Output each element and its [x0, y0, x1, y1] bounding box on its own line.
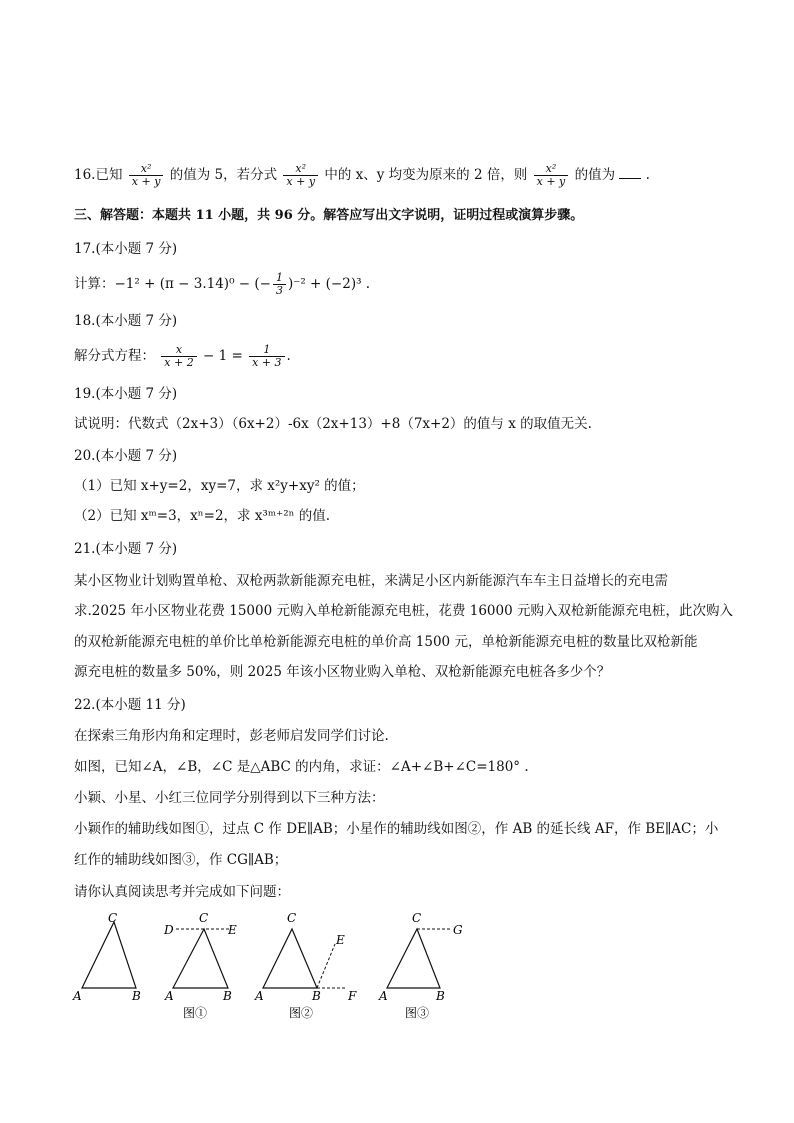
q19-text: 试说明：代数式（2x+3）（6x+2）-6x（2x+13）+8（7x+2）的值与 x 的取值无关. [74, 416, 592, 432]
label-a: A [165, 989, 174, 1003]
label-b: B [223, 989, 232, 1003]
figure-3 [378, 911, 463, 1020]
label-c: C [108, 911, 118, 925]
caption-figure-1: 图① [183, 1006, 208, 1020]
q21-line-3: 的双枪新能源充电桩的单价比单枪新能源充电桩的单价高 1500 元，单枪新能源充电桩的数量比双枪新能 [74, 634, 698, 650]
label-b: B [132, 989, 141, 1003]
q16-fraction-2: $\frac{\text{x²}}{x + y}$ [283, 163, 318, 188]
q22-line-5: 红作的辅助线如图③，作 CG∥AB； [74, 852, 288, 868]
q19-heading: 19.(本小题 7 分) [74, 386, 178, 402]
q22-line-3: 小颖、小星、小红三位同学分别得到以下三种方法： [74, 790, 385, 806]
q22-line-1: 在探索三角形内角和定理时，彭老师启发同学们讨论. [74, 728, 389, 744]
q21-line-4: 源充电桩的数量多 50%，则 2025 年该小区物业购入单枪、双枪新能源充电桩各多少个？ [74, 664, 611, 680]
figure-1 [163, 911, 237, 1020]
caption-figure-3: 图③ [405, 1006, 430, 1020]
label-a: A [379, 989, 388, 1003]
q16-mid1: 的值为 5，若分式 [169, 167, 278, 183]
q16-fraction-1: $\frac{\text{x²}}{x + y}$ [129, 163, 164, 188]
q21-line-1: 某小区物业计划购置单枪、双枪两款新能源充电桩，来满足小区内新能源汽车车主日益增长的充电需 [74, 573, 668, 589]
question-16 [74, 163, 650, 188]
q16-prefix: 16.已知 [74, 167, 123, 183]
label-b: B [436, 989, 445, 1003]
label-c: C [287, 911, 297, 925]
label-c: C [199, 911, 209, 925]
q16-end: . [645, 167, 650, 183]
dashed-line-be [317, 944, 335, 988]
q22-line-4: 小颖作的辅助线如图①，过点 C 作 DE∥AB；小星作的辅助线如图②，作 AB 的延长线 AF，作 BE∥AC；小 [74, 821, 719, 837]
q16-fraction-3: $\frac{\text{x²}}{x + y}$ [534, 163, 569, 188]
label-b: B [312, 989, 321, 1003]
label-d: D [164, 923, 174, 937]
q16-mid2: 中的 x、y 均变为原来的 2 倍，则 [324, 167, 528, 183]
q21-heading: 21.(本小题 7 分) [74, 541, 178, 557]
answer-blank[interactable] [619, 166, 641, 179]
q17-expression: 计算：−1² + (π − 3.14)⁰ − (− $\frac{1}{3}$ )⁻² + (−2)³ . [74, 271, 371, 297]
q18-fraction-1: $\frac{x}{x + 2}$ [161, 344, 196, 369]
q17-heading: 17.(本小题 7 分) [74, 241, 178, 257]
q16-mid3: 的值为 [574, 167, 616, 183]
label-c: C [412, 911, 422, 925]
section-3-heading: 三、解答题：本题共 11 小题，共 96 分。解答应写出文字说明，证明过程或演算步骤。 [74, 208, 584, 223]
q20-heading: 20.(本小题 7 分) [74, 448, 178, 464]
figure-plain-triangle [72, 911, 141, 1003]
q21-line-2: 求.2025 年小区物业花费 15000 元购入单枪新能源充电桩，花费 16000 元购入双枪新能源充电桩，此次购入 [74, 603, 733, 619]
q18-equation: 解分式方程： $\frac{x}{x + 2}$ − 1 = $\frac{1}{x + 3}$ . [74, 343, 291, 369]
label-e: E [336, 933, 345, 947]
label-e: E [228, 923, 237, 937]
caption-figure-2: 图② [289, 1006, 314, 1020]
q22-line-6: 请你认真阅读思考并完成如下问题： [74, 884, 290, 900]
label-g: G [453, 923, 463, 937]
q18-fraction-2: $\frac{1}{x + 3}$ [249, 344, 284, 369]
q22-heading: 22.(本小题 11 分) [74, 697, 186, 713]
label-a: A [73, 989, 82, 1003]
label-a: A [255, 989, 264, 1003]
figure-2 [254, 911, 357, 1020]
triangle-figures [70, 910, 490, 1030]
q20-part-1: （1）已知 x+y=2，xy=7，求 x²y+xy² 的值； [74, 478, 365, 494]
q18-heading: 18.(本小题 7 分) [74, 313, 178, 329]
q22-line-2: 如图，已知∠A，∠B，∠C 是△ABC 的内角，求证：∠A+∠B+∠C=180° . [74, 759, 529, 775]
q17-fraction: $\frac{1}{3}$ [273, 272, 286, 297]
q20-part-2: （2）已知 xᵐ=3，xⁿ=2，求 x³ᵐ⁺²ⁿ 的值. [74, 508, 331, 524]
label-f: F [348, 989, 357, 1003]
